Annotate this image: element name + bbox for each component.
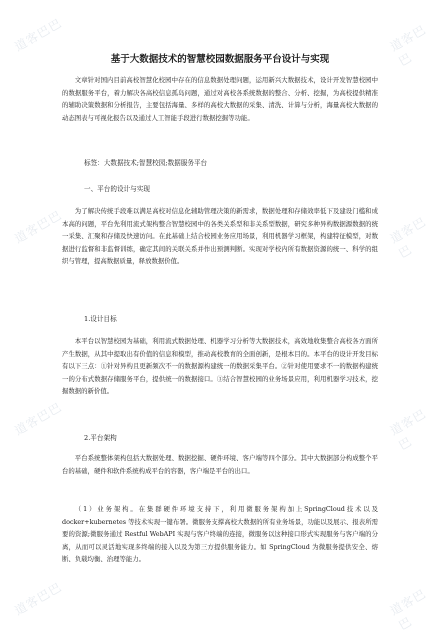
body-paragraph: 平台系统整体架构包括大数据处理、数据挖掘、硬件环境、客户端等四个部分。其中大数据部分构成整个平台的基础，硬件和软件系统构成平台的容器，客户端是平台的出口。 <box>62 454 378 475</box>
subsection-heading: 2.平台架构 <box>84 434 117 442</box>
watermark: 道客巴巴 <box>12 207 65 246</box>
watermark: 道客巴巴 <box>387 214 429 261</box>
body-paragraph: 本平台以智慧校园为基础，利用流式数据处理、机器学习分析等大数据技术，高效地收集整合高校各方面所产生数据，从其中提取出有价值的信息和模型，推动高校教育的全面创新，是根本目的。本平台的设计开发目标有以下三点：①针对异构且更新频次不一的数据源构建统一的数据采集平台。②针对使用要求不一的数据构建统一的分布式数据存储服务平台，提供统一的数据接口。③结合智慧校园的业务场景应用，利用机器学习技术，挖掘数据的新价值。 <box>62 337 378 395</box>
paper-title: 基于大数据技术的智慧校园数据服务平台设计与实现 <box>110 54 330 65</box>
body-paragraph: （1）业务架构。在集群硬件环境支持下，利用微服务架构加上SpringCloud技术以及 docker+kubernetes 等技术实现一键布署。微服务支撑高校大数据的所有业务场景，功能以及展示、报表所需要的资源;微服务通过 Restful WebAPI 实现与客户终端的连接，微服务以这种接口形式实现服务与客户端的分离，从而可以灵活地实现多终端的接入以及为第三方提供服务能力。如 SpringCloud 为微服务提供安全、熔断、负载均衡、治理等能力。 <box>62 505 378 563</box>
watermark: 道客巴巴 <box>12 579 65 618</box>
section-heading: 一、平台的设计与实现 <box>84 185 150 193</box>
watermark: 道客巴巴 <box>387 22 429 69</box>
watermark: 道客巴巴 <box>387 406 429 453</box>
watermark: 道客巴巴 <box>12 399 65 438</box>
body-paragraph: 为了解决传统手段难以满足高校对信息化辅助管理决策的新需求，数据处理和存储效率低下及建设门槛和成本高的问题，平台先利用流式架构整合智慧校园中的各类关系型和非关系型数据，研究多种异构数据源数据的统一采集、汇聚和存储及快速访问。在此基础上结合校园业务应用场景，利用机器学习框架，构建特征模型，对数据进行监督和非监督训练，确定其间的关联关系并作出预测判断。实现对学校内所有数据资源的统一、科学的组织与管理，提高数据质量，释放数据价值。 <box>62 207 378 265</box>
watermark: 道客巴巴 <box>387 586 429 633</box>
watermark: 道客巴巴 <box>12 15 65 54</box>
abstract-paragraph: 文章针对国内目前高校智慧化校园中存在的信息数据处理问题，运用新兴大数据技术，设计开发智慧校园中的数据服务平台，着力解决各高校信息孤岛问题，通过对高校各系统数据的整合、分析、挖掘，为高校提供精准的辅助决策数据和分析报告，主要包括海量、多样的高校大数据的采集、清洗、计算与分析，海量高校大数据的动态图表与可视化报告以及通过人工智能手段进行数据挖掘等功能。 <box>62 76 378 122</box>
keywords-line: 标签：大数据技术;智慧校园;数据服务平台 <box>84 159 208 167</box>
subsection-heading: 1.设计目标 <box>84 315 117 323</box>
